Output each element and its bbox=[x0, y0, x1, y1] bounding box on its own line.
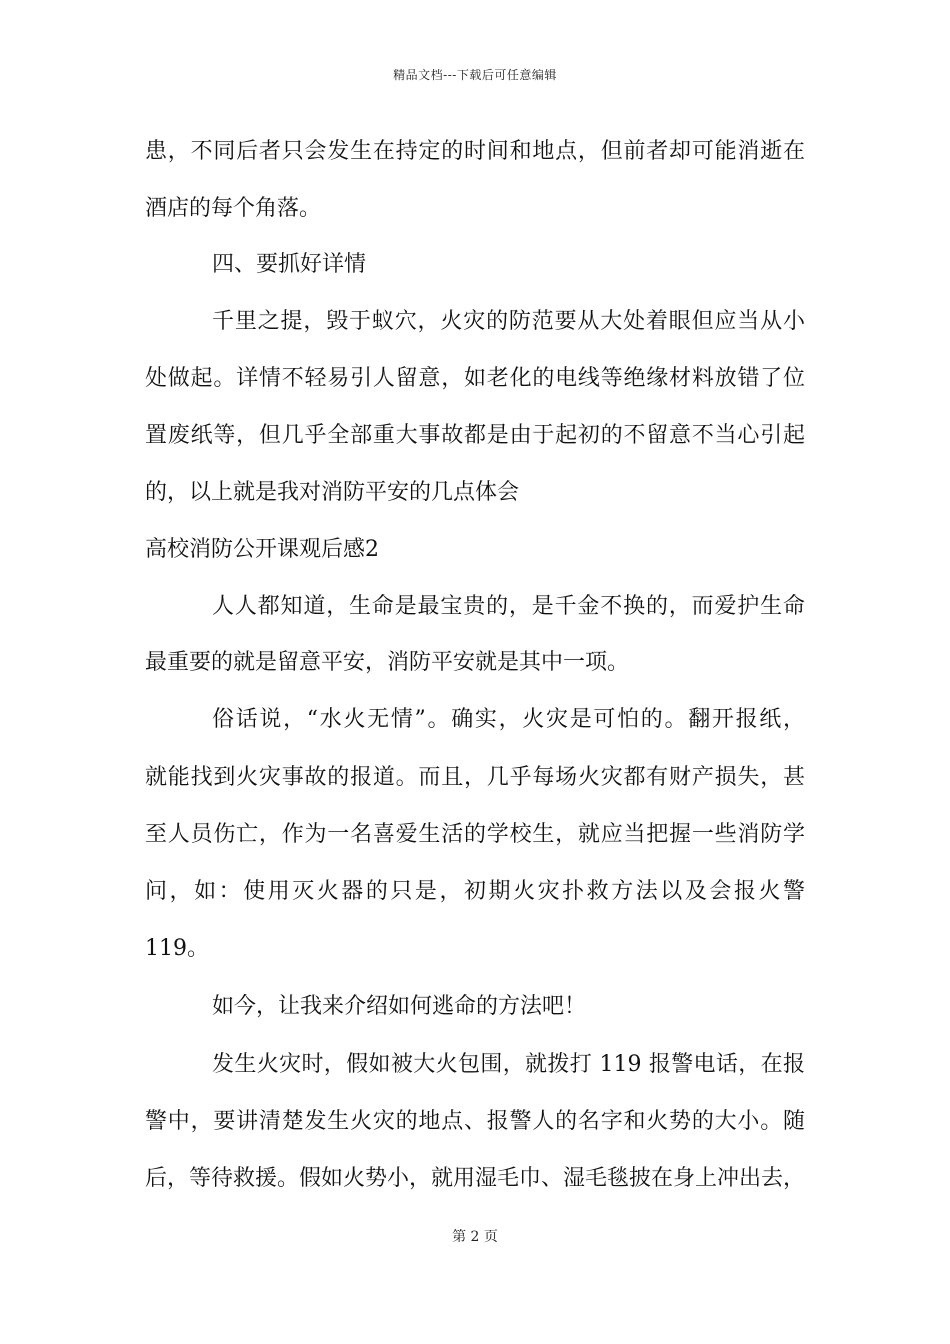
body-line: 人人都知道，生命是最宝贵的，是千金不换的，而爱护生命 bbox=[212, 594, 805, 619]
section-heading: 四、要抓好详情 bbox=[212, 252, 367, 277]
body-line: 俗话说，“水火无情”。确实，火灾是可怕的。翻开报纸， bbox=[212, 707, 805, 732]
page-number: 第 2 页 bbox=[452, 1229, 498, 1245]
body-line: 置废纸等，但几乎全部重大事故都是由于起初的不留意不当心引起 bbox=[145, 423, 805, 448]
body-line: 千里之提，毁于蚁穴，火灾的防范要从大处着眼但应当从小 bbox=[212, 309, 805, 334]
body-line: 发生火灾时，假如被大火包围，就拨打 119 报警电话，在报 bbox=[212, 1052, 805, 1077]
body-line: 就能找到火灾事故的报道。而且，几乎每场火灾都有财产损失，甚 bbox=[145, 765, 805, 790]
body-line: 的，以上就是我对消防平安的几点体会 bbox=[145, 480, 520, 505]
body-line: 119。 bbox=[145, 936, 209, 961]
body-line: 患，不同后者只会发生在持定的时间和地点，但前者却可能消逝在 bbox=[145, 139, 805, 164]
body-line: 后，等待救援。假如火势小，就用湿毛巾、湿毛毯披在身上冲出去， bbox=[145, 1166, 806, 1191]
page-header: 精品文档---下载后可任意编辑 bbox=[393, 68, 557, 82]
body-line: 如今，让我来介绍如何逃命的方法吧！ bbox=[212, 994, 587, 1019]
article-title: 高校消防公开课观后感2 bbox=[145, 537, 379, 562]
body-line: 问，如：使用灭火器的只是，初期火灾扑救方法以及会报火警 bbox=[145, 879, 805, 904]
body-line: 酒店的每个角落。 bbox=[145, 196, 322, 221]
body-line: 最重要的就是留意平安，消防平安就是其中一项。 bbox=[145, 650, 630, 675]
body-line: 警中，要讲清楚发生火灾的地点、报警人的名字和火势的大小。随 bbox=[145, 1109, 805, 1134]
body-line: 处做起。详情不轻易引人留意，如老化的电线等绝缘材料放错了位 bbox=[145, 366, 805, 391]
body-line: 至人员伤亡，作为一名喜爱生活的学校生，就应当把握一些消防学 bbox=[145, 822, 805, 847]
